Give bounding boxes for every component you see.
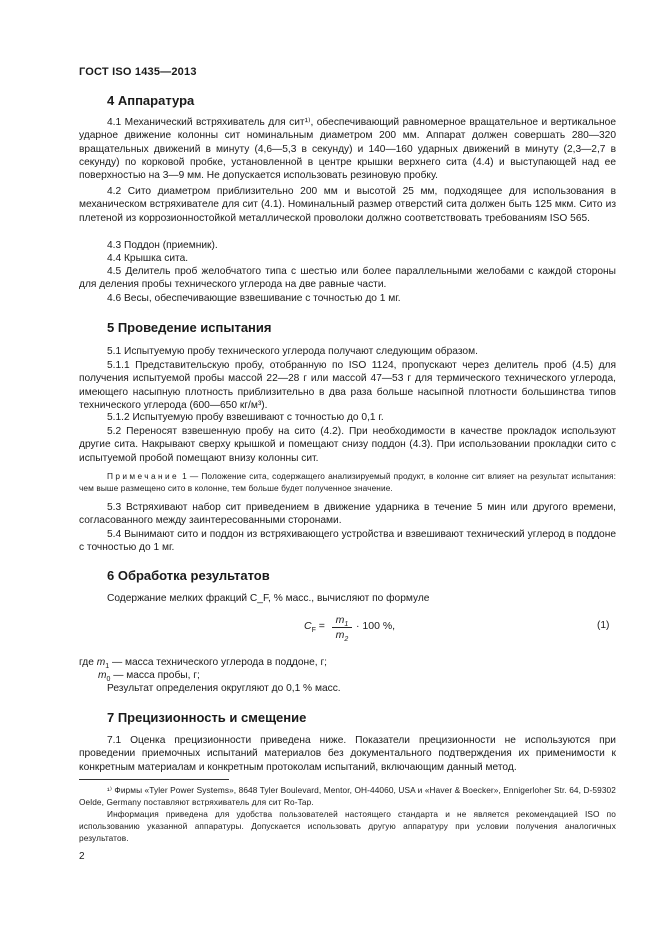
paragraph-4-3: 4.3 Поддон (приемник). (107, 240, 218, 251)
legend-m1 (79, 656, 327, 669)
formula-rhs: · 100 %, (356, 620, 396, 632)
legend-m0-symbol: m (98, 670, 107, 681)
paragraph-4-1: 4.1 Механический встряхиватель для сит¹⁾, обеспечивающий равномерное вращательное и вертикальное ударное движение колонны сит номинальным диаметром 200 мм. Аппарат должен совершать 280—320 вращательных движений в минуту (4,6—5,3 в секунду) и 140—160 ударных движений в минуту (2,3—2,7 в секунду) по корковой пробке, установленной в центре крышки верхнего сита (4.4) и выступающей над ее поверхностью на 3—9 мм. Не допускается использовать резиновую пробку. (79, 117, 616, 182)
paragraph-5-2: 5.2 Переносят взвешенную пробу на сито (4.2). При необходимости в качестве прокладок используют другие сита. Накрывают сверху крышкой и помещают снизу поддон (4.3). При использовании прокладки сито с испытуемой пробой помещают внизу колонны сит. (79, 426, 616, 464)
note-text: 1 — Положение сита, содержащего анализируемый продукт, в колонне сит влияет на результат испытания: чем выше размещено сито в колонне, тем больше будет полученное значение. (79, 471, 616, 494)
paragraph-4-6: 4.6 Весы, обеспечивающие взвешивание с точностью до 1 мг. (107, 293, 401, 304)
formula-1 (304, 614, 424, 644)
note-label: Примечание (107, 471, 180, 481)
paragraph-5-4: 5.4 Вынимают сито и поддон из встряхивающего устройства и взвешивают технический углерод в поддоне с точностью до 1 мг. (79, 529, 616, 554)
fraction-bar (332, 627, 352, 628)
paragraph-5-1-1: 5.1.1 Представительскую пробу, отобранную по ISO 1124, пропускают через делитель проб (4.5) для получения испытуемой пробы массой 22—28 г или массой 47—53 г для термического технического углерода, имеющего насыпную плотность приблизительно в два раза больше насыпной плотности большинства типов технического углерода (600—650 кг/м³). (79, 360, 616, 411)
paragraph-7-1: 7.1 Оценка прецизионности приведена ниже. Показатели прецизионности не используются при проведении приемочных испытаний материалов без документального подтверждения их применимости к конкретным материалам и конкретным протоколам испытаний, включающим данный метод. (79, 735, 616, 773)
formula-number: (1) (597, 620, 610, 631)
paragraph-5-3: 5.3 Встряхивают набор сит приведением в движение ударника в течение 5 мин или другого времени, согласованного между заинтересованными сторонами. (79, 502, 616, 527)
legend-where: где (79, 657, 97, 668)
legend-m1-symbol: m (96, 657, 106, 668)
page-number: 2 (79, 851, 85, 862)
footnote-divider (79, 779, 229, 780)
section-5-heading: 5 Проведение испытания (107, 320, 272, 335)
formula-eq: = (315, 620, 325, 632)
paragraph-5-1-2: 5.1.2 Испытуемую пробу взвешивают с точностью до 0,1 г. (107, 412, 384, 423)
legend-m1-text: — масса технического углерода в поддоне, г; (109, 657, 328, 668)
section-4-heading: 4 Аппаратура (107, 93, 195, 108)
formula-numerator: m (335, 614, 345, 626)
footnote-2: Информация приведена для удобства пользователей настоящего стандарта и не является рекомендацией ISO по использованию указанной аппаратуры. Допускается использовать другую аппаратуру при условии получения аналогичных результатов. (79, 809, 616, 843)
paragraph-4-2: 4.2 Сито диаметром приблизительно 200 мм и высотой 25 мм, подходящее для использования в механическом встряхивателе для сит (4.1). Номинальный размер отверстий сита должен быть 125 мкм. Сито из плетеной из коррозионностойкой металлической проволоки должно соответствовать требованиям ISO 565. (79, 186, 616, 224)
paragraph-6-intro: Содержание мелких фракций C_F, % масс., вычисляют по формуле (107, 593, 430, 604)
legend-m0 (98, 669, 200, 682)
paragraph-4-4: 4.4 Крышка сита. (107, 253, 189, 264)
legend-m1-sub: 1 (105, 663, 110, 671)
paragraph-4-5: 4.5 Делитель проб желобчатого типа с шестью или более параллельными желобами с каждой стороны для деления пробы технического углерода на две равные части. (79, 266, 616, 291)
formula-denominator-sub: 2 (344, 636, 349, 644)
legend-m0-text: — масса пробы, г; (110, 670, 200, 681)
formula-lhs: C (304, 620, 312, 632)
paragraph-5-1: 5.1 Испытуемую пробу технического углерода получают следующим образом. (107, 346, 478, 357)
section-6-heading: 6 Обработка результатов (107, 568, 270, 583)
formula-fraction (332, 614, 352, 644)
note-1 (79, 470, 616, 495)
document-header: ГОСТ ISO 1435—2013 (79, 66, 197, 78)
legend-result: Результат определения округляют до 0,1 % масс. (107, 683, 341, 694)
footnote-1: ¹⁾ Фирмы «Tyler Power Systems», 8648 Tyler Boulevard, Mentor, OH-44060, USA и «Haver & Boecker», Ennigerloher Str. 64, D-59302 Oelde, Germany поставляют встряхиватель для сит Ro-Tap. (79, 785, 616, 807)
formula-denominator: m (335, 629, 345, 641)
formula-lhs-sub: F (311, 627, 316, 635)
legend-m0-sub: 0 (106, 676, 111, 684)
section-7-heading: 7 Прецизионность и смещение (107, 710, 307, 725)
formula-numerator-sub: 1 (344, 621, 349, 629)
